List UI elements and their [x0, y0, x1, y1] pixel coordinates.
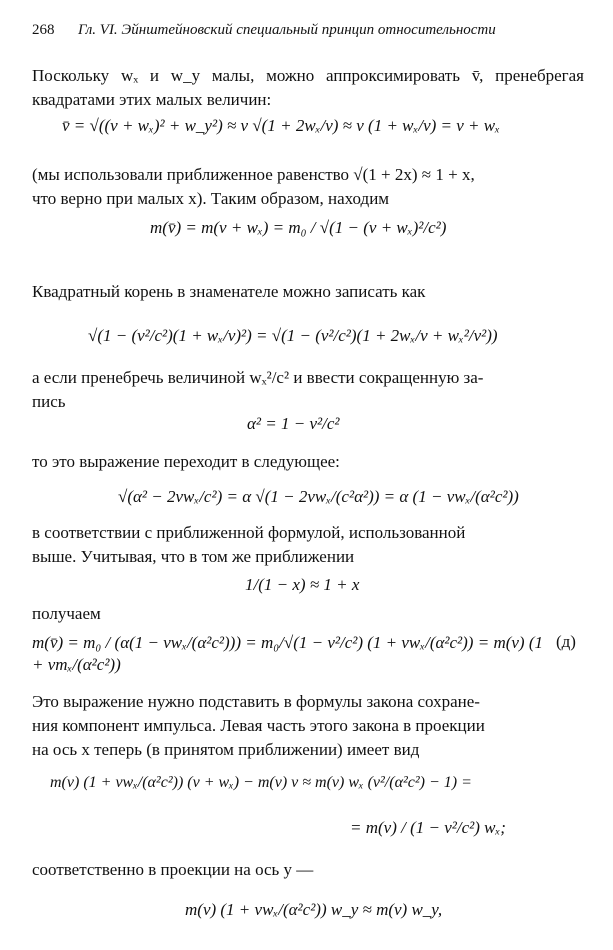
p2-line-2: что верно при малых x). Таким образом, находим	[32, 189, 390, 208]
paragraph-4	[32, 366, 584, 414]
p1-text: Поскольку wₓ и w_y малы, можно аппроксимировать v̄, пренебрегая квадратами этих малых величин:	[32, 66, 584, 109]
paragraph-9	[32, 858, 584, 882]
paragraph-6	[32, 521, 584, 569]
equation-2: m(v̄) = m(v + wₓ) = m₀ / √(1 − (v + wₓ)²/c²)	[150, 218, 447, 237]
p4-line-2: пись	[32, 392, 66, 411]
page-number: 268	[32, 22, 55, 38]
p6-line-1: в соответствии с приближенной формулой, использованной	[32, 523, 466, 542]
paragraph-8	[32, 690, 584, 762]
paragraph-7	[32, 602, 584, 626]
paragraph-1	[32, 64, 584, 112]
running-title: Гл. VI. Эйнштейновский специальный принцип относительности	[78, 22, 496, 38]
equation-8b: = m(v) / (1 − v²/c²) wₓ;	[350, 818, 506, 837]
p8-line-1: Это выражение нужно подставить в формулы закона сохране-	[32, 692, 480, 711]
equation-4: α² = 1 − v²/c²	[247, 414, 340, 433]
equation-8a: m(v) (1 + vwₓ/(α²c²)) (v + wₓ) − m(v) v ≈ m(v) wₓ (v²/(α²c²) − 1) =	[50, 774, 472, 791]
equation-9: m(v) (1 + vwₓ/(α²c²)) w_y ≈ m(v) w_y,	[185, 900, 443, 919]
p9-line-1: соответственно в проекции на ось y —	[32, 860, 314, 879]
paragraph-2	[32, 163, 584, 211]
equation-7-label: (д)	[556, 632, 576, 651]
p7-line-1: получаем	[32, 604, 101, 623]
paragraph-5	[32, 450, 584, 474]
p5-line-1: то это выражение переходит в следующее:	[32, 452, 340, 471]
equation-5: √(α² − 2vwₓ/c²) = α √(1 − 2vwₓ/(c²α²)) = α (1 − vwₓ/(α²c²))	[118, 487, 519, 506]
equation-6: 1/(1 − x) ≈ 1 + x	[245, 575, 360, 594]
paragraph-3	[32, 280, 584, 304]
equation-7: m(v̄) = m₀ / (α(1 − vwₓ/(α²c²))) = m₀/√(1 − v²/c²) (1 + vwₓ/(α²c²)) = m(v) (1 + vmₓ/(α²c²))	[32, 633, 543, 674]
p2-line-1: (мы использовали приближенное равенство √(1 + 2x) ≈ 1 + x,	[32, 165, 475, 184]
equation-3: √(1 − (v²/c²)(1 + wₓ/v)²) = √(1 − (v²/c²)(1 + 2wₓ/v + wₓ²/v²))	[88, 326, 498, 345]
p8-line-2: ния компонент импульса. Левая часть этого закона в проекции	[32, 716, 485, 735]
equation-1: v̄ = √((v + wₓ)² + w_y²) ≈ v √(1 + 2wₓ/v) ≈ v (1 + wₓ/v) = v + wₓ	[62, 116, 500, 135]
p4-line-1: а если пренебречь величиной wₓ²/c² и ввести сокращенную за-	[32, 368, 484, 387]
p3-line-1: Квадратный корень в знаменателе можно записать как	[32, 282, 426, 301]
running-header	[32, 22, 584, 44]
p6-line-2: выше. Учитывая, что в том же приближении	[32, 547, 355, 566]
p8-line-3: на ось x теперь (в принятом приближении) имеет вид	[32, 740, 420, 759]
